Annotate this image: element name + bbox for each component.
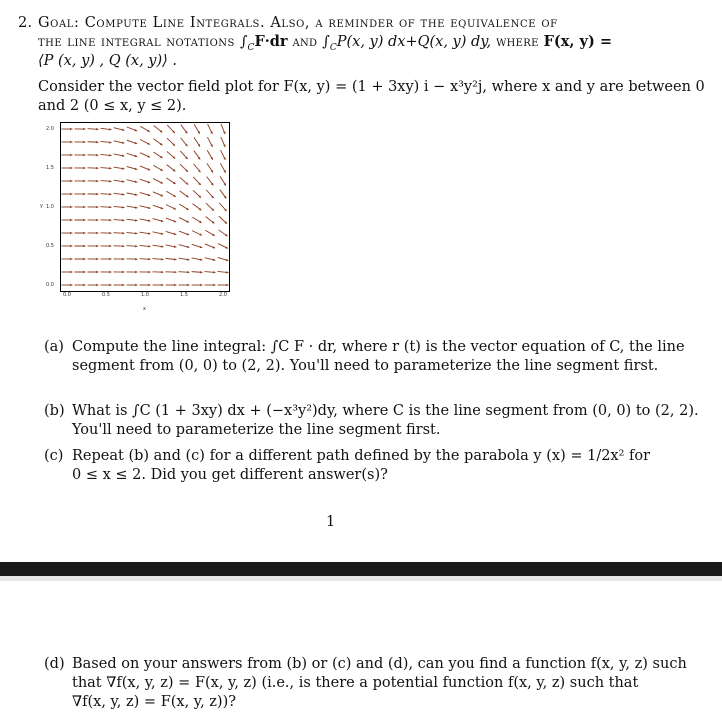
field-arrow <box>88 193 99 195</box>
part-b-line-2: You'll need to parameterize the line segment first. <box>72 422 441 438</box>
x-tick-label: 1.5 <box>180 292 188 298</box>
field-arrow <box>207 177 214 186</box>
field-arrow <box>114 258 125 260</box>
field-arrow <box>114 206 125 208</box>
p-q-expression: P(x, y) dx+Q(x, y) dy, <box>336 34 492 50</box>
field-arrow <box>153 192 163 197</box>
field-arrow <box>140 258 151 260</box>
field-arrow <box>62 271 73 273</box>
field-arrow <box>114 128 125 131</box>
field-arrow <box>208 124 213 134</box>
field-arrow <box>166 205 176 210</box>
field-arrow <box>75 271 86 273</box>
field-arrow <box>218 244 228 249</box>
field-arrow <box>205 244 215 248</box>
field-arrow <box>180 151 187 159</box>
field-arrow <box>166 271 177 273</box>
consider-line-2: and 2 (0 ≤ x, y ≤ 2). <box>38 98 187 114</box>
field-arrow <box>114 193 125 195</box>
field-arrow <box>166 178 175 184</box>
where-word: where <box>491 34 544 50</box>
field-arrow <box>207 150 213 159</box>
field-arrow <box>127 271 138 273</box>
field-arrow <box>179 245 190 248</box>
field-arrow <box>179 258 190 261</box>
x-tick-label: 0.0 <box>63 292 71 298</box>
field-arrow <box>127 140 137 144</box>
part-c-line-1: Repeat (b) and (c) for a different path defined by the parabola y (x) = 1/2x² for <box>72 448 651 464</box>
field-arrow <box>75 193 86 195</box>
field-arrow <box>88 141 99 143</box>
field-arrow <box>114 271 125 273</box>
goal-line-2-text: the line integral notations <box>38 34 240 50</box>
field-arrow <box>167 138 175 146</box>
field-arrow <box>153 258 164 260</box>
field-arrow <box>192 271 203 273</box>
y-axis-label: y <box>40 203 43 209</box>
field-arrow <box>140 232 151 235</box>
field-arrow <box>101 167 112 169</box>
field-arrow <box>219 230 228 236</box>
field-arrow <box>88 245 99 247</box>
field-arrow <box>140 271 151 273</box>
vector-field-plot <box>60 122 230 292</box>
field-arrow <box>194 124 200 133</box>
field-arrow <box>75 284 86 286</box>
field-arrow <box>127 193 138 196</box>
field-arrow <box>62 128 73 130</box>
goal-line-1: Goal: Compute Line Integrals. Also, a reminder of the equivalence of <box>38 15 558 31</box>
field-arrow <box>193 204 202 211</box>
field-arrow <box>88 232 99 234</box>
field-arrow <box>75 206 86 208</box>
field-arrow <box>192 284 203 286</box>
field-arrow <box>88 128 99 130</box>
field-arrow <box>88 154 99 156</box>
field-arrow <box>218 271 229 273</box>
page-number: 1 <box>326 514 336 530</box>
field-arrow <box>101 284 112 286</box>
problem-number: 2. <box>18 15 33 31</box>
part-a-line-1: Compute the line integral: ∫C F · dr, where r (t) is the vector equation of C, the line <box>72 339 685 355</box>
field-arrow <box>127 219 138 221</box>
field-arrow <box>218 284 229 286</box>
field-arrow <box>207 137 212 147</box>
field-arrow <box>75 258 86 260</box>
field-arrow <box>220 176 226 185</box>
field-arrow <box>140 126 150 131</box>
field-arrow <box>153 179 163 184</box>
part-a-label: (a) <box>44 339 64 355</box>
field-arrow <box>166 231 177 235</box>
f-dot-dr: F·dr <box>254 33 288 50</box>
field-arrow <box>101 271 112 273</box>
x-tick-label: 0.5 <box>102 292 110 298</box>
field-arrow <box>88 271 99 273</box>
y-tick-label: 2.0 <box>46 126 54 132</box>
field-arrow <box>127 258 138 260</box>
field-arrow <box>192 217 201 223</box>
field-arrow <box>101 141 112 143</box>
field-arrow <box>114 180 125 182</box>
field-arrow <box>194 137 200 146</box>
field-arrow <box>140 206 151 209</box>
field-arrow <box>167 125 175 133</box>
field-arrow <box>127 284 138 286</box>
x-tick-label: 1.0 <box>141 292 149 298</box>
field-arrow <box>88 219 99 221</box>
field-arrow <box>221 150 226 160</box>
part-a-line-2: segment from (0, 0) to (2, 2). You'll need to parameterize the line segment first. <box>72 358 659 374</box>
field-arrow <box>179 204 188 210</box>
y-tick-label: 0.5 <box>46 243 54 249</box>
x-axis-label: x <box>143 306 146 312</box>
field-arrow <box>166 284 177 286</box>
field-arrow <box>75 180 86 182</box>
field-arrow <box>127 180 138 183</box>
field-arrow <box>101 232 112 234</box>
field-arrow <box>88 206 99 208</box>
field-arrow <box>154 126 163 133</box>
field-arrow <box>62 180 73 182</box>
field-arrow <box>75 219 86 221</box>
field-arrow <box>101 245 112 247</box>
integral-sub-1: C <box>247 42 255 53</box>
part-c-line-2: 0 ≤ x ≤ 2. Did you get different answer(s)? <box>72 467 388 483</box>
field-arrow <box>179 271 190 273</box>
field-arrow <box>114 167 125 170</box>
field-arrow <box>153 245 164 247</box>
field-arrow <box>140 192 151 196</box>
field-arrow <box>114 141 125 144</box>
field-arrow <box>101 154 112 156</box>
field-arrow <box>221 124 225 134</box>
y-tick-label: 0.0 <box>46 282 54 288</box>
field-arrow <box>194 164 201 173</box>
field-arrow <box>140 166 150 170</box>
field-arrow <box>127 232 138 234</box>
field-arrow <box>207 163 213 172</box>
field-arrow <box>219 203 226 211</box>
part-b-label: (b) <box>44 403 65 419</box>
vector-field-svg <box>61 123 229 291</box>
field-arrow <box>221 137 226 147</box>
field-arrow <box>193 177 200 185</box>
field-arrow <box>179 284 190 286</box>
field-arrow <box>88 258 99 260</box>
field-arrow <box>114 284 125 286</box>
field-arrow <box>62 232 73 234</box>
field-arrow <box>101 219 112 221</box>
field-arrow <box>140 245 151 247</box>
field-arrow <box>62 284 73 286</box>
page-break-shadow <box>0 576 722 581</box>
field-arrow <box>181 138 188 147</box>
field-arrow <box>205 284 216 286</box>
field-arrow <box>153 205 163 209</box>
field-arrow <box>88 180 99 182</box>
field-arrow <box>179 231 189 235</box>
field-arrow <box>114 232 125 234</box>
f-definition: F(x, y) = <box>543 33 613 50</box>
field-arrow <box>154 139 163 145</box>
field-arrow <box>114 154 125 157</box>
field-arrow <box>192 244 202 248</box>
part-d-line-3: ∇f(x, y, z) = F(x, y, z))? <box>72 694 237 710</box>
field-arrow <box>140 219 151 222</box>
field-arrow <box>75 154 86 156</box>
field-arrow <box>62 193 73 195</box>
field-arrow <box>75 167 86 169</box>
field-arrow <box>219 216 227 223</box>
field-arrow <box>220 190 227 199</box>
field-arrow <box>166 258 177 260</box>
field-arrow <box>206 203 214 211</box>
field-arrow <box>218 257 229 261</box>
field-arrow <box>205 271 216 273</box>
field-arrow <box>127 167 138 171</box>
field-arrow <box>75 128 86 130</box>
integral-sign-1: ∫ <box>239 34 248 50</box>
field-arrow <box>192 258 203 261</box>
field-arrow <box>153 271 164 273</box>
field-arrow <box>75 232 86 234</box>
x-tick-label: 2.0 <box>219 292 227 298</box>
field-arrow <box>88 167 99 169</box>
field-arrow <box>166 191 176 196</box>
part-d-line-2: that ∇f(x, y, z) = F(x, y, z) (i.e., is there a potential function f(x, y, z) such that <box>72 675 639 691</box>
field-arrow <box>140 139 150 144</box>
field-arrow <box>153 165 163 170</box>
part-c-label: (c) <box>44 448 64 464</box>
field-arrow <box>62 167 73 169</box>
field-arrow <box>62 258 73 260</box>
field-arrow <box>205 230 214 236</box>
field-arrow <box>114 245 125 247</box>
consider-line-1: Consider the vector field plot for F(x, y) = (1 + 3xy) i − x³y²j, where x and y are between 0 <box>38 79 705 95</box>
y-tick-label: 1.5 <box>46 165 54 171</box>
field-arrow <box>167 151 175 158</box>
field-arrow <box>153 232 164 235</box>
field-arrow <box>62 206 73 208</box>
field-arrow <box>206 217 215 224</box>
part-b-line-1: What is ∫C (1 + 3xy) dx + (−x³y²)dy, where C is the line segment from (0, 0) to (2, 2). <box>72 403 699 419</box>
field-arrow <box>101 206 112 208</box>
field-arrow <box>75 245 86 247</box>
field-arrow <box>127 127 137 131</box>
field-arrow <box>75 141 86 143</box>
field-arrow <box>180 164 188 172</box>
field-arrow <box>127 245 138 247</box>
field-arrow <box>153 284 164 286</box>
field-arrow <box>166 218 176 222</box>
field-arrow <box>101 193 112 195</box>
integral-sign-2: ∫ <box>322 34 330 50</box>
field-arrow <box>193 190 201 197</box>
field-arrow <box>167 165 176 172</box>
field-arrow <box>114 219 125 221</box>
field-arrow <box>140 284 151 286</box>
and-word: and <box>287 34 323 50</box>
field-arrow <box>62 141 73 143</box>
field-arrow <box>62 245 73 247</box>
field-arrow <box>140 179 150 183</box>
integral-sub-2: C <box>329 42 337 53</box>
field-arrow <box>194 151 200 160</box>
part-d-label: (d) <box>44 656 65 672</box>
page-break-bar <box>0 562 722 576</box>
field-arrow <box>101 258 112 260</box>
field-arrow <box>205 258 216 261</box>
field-arrow <box>101 180 112 182</box>
field-arrow <box>206 190 213 198</box>
field-arrow <box>220 163 225 173</box>
field-arrow <box>181 125 188 134</box>
field-arrow <box>180 177 188 184</box>
field-arrow <box>88 284 99 286</box>
part-d-line-1: Based on your answers from (b) or (c) and (d), can you find a function f(x, y, z) such <box>72 656 687 672</box>
field-arrow <box>153 219 164 223</box>
field-arrow <box>179 218 189 223</box>
field-arrow <box>180 191 189 198</box>
field-arrow <box>166 245 177 248</box>
field-arrow <box>127 206 138 209</box>
field-arrow <box>62 154 73 156</box>
field-arrow <box>101 128 112 130</box>
y-tick-label: 1.0 <box>46 204 54 210</box>
field-arrow <box>140 153 150 158</box>
field-arrow <box>153 152 162 158</box>
field-arrow <box>192 231 202 236</box>
field-arrow <box>62 219 73 221</box>
field-arrow <box>127 153 138 157</box>
goal-line-3: ⟨P (x, y) , Q (x, y)⟩ . <box>38 53 178 69</box>
